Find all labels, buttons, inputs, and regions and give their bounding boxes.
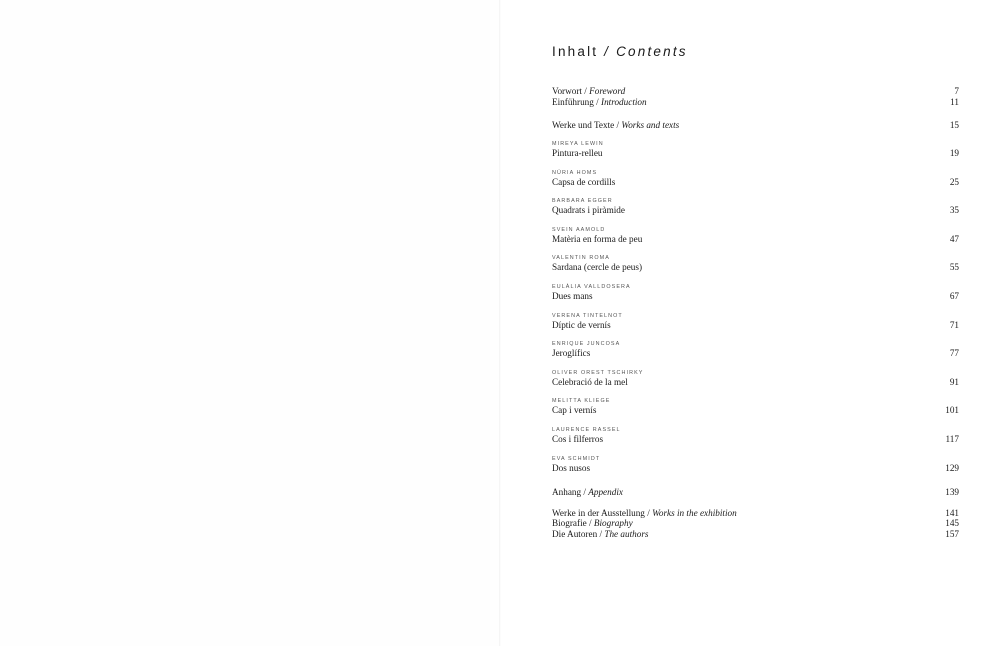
toc-entry-work[interactable] [552, 177, 959, 188]
page-number: 11 [950, 97, 959, 107]
entry-label-de: Werke in der Ausstellung [552, 508, 645, 518]
toc-entry-biography[interactable]: Biografie / Biography 145 [552, 518, 959, 528]
page-number: 47 [949, 234, 959, 244]
section-label-de: Anhang [552, 487, 582, 497]
title-separator: / [598, 44, 617, 59]
title-german: Inhalt [552, 44, 599, 59]
page-number: 117 [945, 434, 959, 444]
work-title: Cap i vernís [552, 405, 597, 415]
entry-label-en: The authors [604, 529, 649, 539]
work-title: Dos nusos [552, 463, 591, 473]
page-number: 101 [945, 405, 959, 415]
toc-entry-work[interactable] [552, 348, 959, 359]
page-number: 141 [945, 508, 959, 518]
toc-entry-work[interactable] [552, 234, 959, 245]
entry-label-de: Biografie [552, 518, 587, 528]
toc-entry-works-in-exhibition[interactable]: Werke in der Ausstellung / Works in the exhibition 141 [552, 508, 959, 518]
contents-title [552, 44, 688, 59]
work-author: ENRIQUE JUNCOSA [552, 341, 621, 347]
toc-section-works-and-texts[interactable]: Werke und Texte / Works and texts 15 [552, 120, 959, 130]
toc-entry-introduction[interactable]: Einführung / Introduction 11 [552, 97, 959, 107]
toc-entry-authors[interactable]: Die Autoren / The authors 157 [552, 529, 959, 539]
page-number: 71 [949, 320, 959, 330]
work-author: NÚRIA HOMS [552, 170, 598, 176]
toc-section-appendix[interactable]: Anhang / Appendix 139 [552, 487, 959, 497]
entry-label-de: Einführung [552, 97, 594, 107]
work-author: MIREYA LEWIN [552, 141, 604, 147]
work-title: Cos i filferros [552, 434, 604, 444]
work-title: Quadrats i piràmide [552, 205, 625, 215]
work-author: VERENA TINTELNOT [552, 313, 623, 319]
work-author: VALENTIN ROMA [552, 255, 610, 261]
entry-label-en: Introduction [601, 97, 647, 107]
work-author: EVA SCHMIDT [552, 456, 601, 462]
work-title: Jeroglífics [552, 348, 591, 358]
work-title: Matèria en forma de peu [552, 234, 643, 244]
toc-entry-work[interactable] [552, 262, 959, 273]
page-number: 67 [949, 291, 959, 301]
toc-entry-foreword[interactable]: Vorwort / Foreword 7 [552, 86, 959, 96]
entry-label-en: Foreword [589, 86, 626, 96]
page-number: 25 [949, 177, 959, 187]
toc-entry-work[interactable] [552, 377, 959, 388]
work-author: EULÀLIA VALLDOSERA [552, 284, 631, 290]
title-english: Contents [616, 44, 688, 59]
section-label-en: Appendix [588, 487, 623, 497]
work-title: Celebració de la mel [552, 377, 628, 387]
work-title: Capsa de cordills [552, 177, 616, 187]
work-title: Sardana (cercle de peus) [552, 262, 643, 272]
entry-label-de: Die Autoren [552, 529, 598, 539]
section-label-de: Werke und Texte [552, 120, 615, 130]
entry-label-en: Biography [593, 518, 633, 528]
page-number: 157 [945, 529, 959, 539]
page-number: 7 [954, 86, 959, 96]
toc-entry-work[interactable] [552, 463, 959, 474]
page-number: 19 [949, 148, 959, 158]
toc-entry-work[interactable] [552, 291, 959, 302]
toc-entry-work[interactable] [552, 320, 959, 331]
work-author: OLIVER OREST TSCHIRKY [552, 370, 644, 376]
page-number: 55 [949, 262, 959, 272]
page-number: 145 [945, 518, 959, 528]
left-page-blank [0, 0, 499, 646]
page-number: 15 [949, 120, 959, 130]
work-title: Dues mans [552, 291, 593, 301]
work-title: Díptic de vernís [552, 320, 611, 330]
entry-label-en: Works in the exhibition [652, 508, 737, 518]
work-author: MELITTA KLIEGE [552, 398, 611, 404]
toc-entry-work[interactable] [552, 434, 959, 445]
work-author: SVEIN AAMOLD [552, 227, 606, 233]
toc-entry-work[interactable] [552, 405, 959, 416]
work-author: BARBARA EGGER [552, 198, 613, 204]
page-number: 35 [949, 205, 959, 215]
page-number: 91 [949, 377, 959, 387]
toc-entry-work[interactable] [552, 205, 959, 216]
section-label-en: Works and texts [621, 120, 680, 130]
entry-label-de: Vorwort [552, 86, 582, 96]
page-number: 77 [949, 348, 959, 358]
work-author: LAURENCE RASSEL [552, 427, 621, 433]
work-title: Pintura-relleu [552, 148, 603, 158]
toc-entry-work[interactable] [552, 148, 959, 159]
page-number: 139 [945, 487, 959, 497]
page-number: 129 [945, 463, 959, 473]
